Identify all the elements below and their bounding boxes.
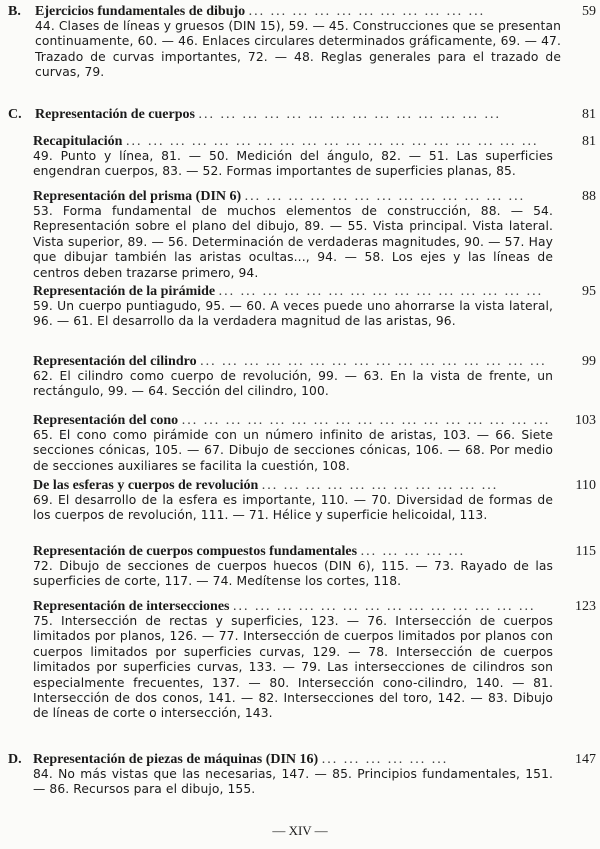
section-title: Ejercicios fundamentales de dibujo <box>35 4 246 19</box>
leader-dots: ... ... ... ... ... ... ... ... ... ... ... ... ... ... ... ... ... ... ... <box>125 134 539 149</box>
section-body: 62. El cilindro como cuerpo de revolución, 99. — 63. En la vista de frente, un rectángulo, 99. — 64. Sección del cilindro, 100. <box>33 369 553 399</box>
leader-dots: ... ... ... ... ... ... ... ... ... ... ... ... ... ... <box>198 107 501 122</box>
leader-dots: ... ... ... ... ... ... ... ... ... ... ... <box>261 478 499 493</box>
leader-dots: ... ... ... ... ... ... ... ... ... ... ... ... ... <box>244 189 526 204</box>
toc-entry-c <box>8 107 553 122</box>
page-number: 81 <box>582 134 596 149</box>
section-title: Recapitulación <box>33 134 123 149</box>
section-body: 44. Clases de líneas y gruesos (DIN 15), 59. — 45. Construcciones que se presentan continuamente, 60. — 46. Enlaces circulares determinados gráficamente, 69. — 47. Trazado de curvas importantes, 72. — 48. Reglas generales para el trazado de curvas, 79. <box>35 19 562 80</box>
page-number: 95 <box>582 284 596 299</box>
leader-dots: ... ... ... ... ... ... ... ... ... ... ... ... ... ... ... <box>218 284 544 299</box>
toc-entry-prisma <box>33 189 553 281</box>
section-body: 53. Forma fundamental de muchos elementos de construcción, 88. — 54. Representación sobre el plano del dibujo, 89. — 55. Vista principal. Vista lateral. Vista superior, 89. — 56. Determinación de verdaderas magnitudes, 90. — 57. Hay que dibujar también las aristas ocultas..., 94. — 58. Los ejes y las líneas de centros deben trazarse primero, 94. <box>33 204 553 280</box>
page-number: 103 <box>575 413 596 428</box>
section-title: Representación de cuerpos compuestos fundamentales <box>33 544 358 559</box>
section-body: 49. Punto y línea, 81. — 50. Medición del ángulo, 82. — 51. Las superficies engendran cuerpos, 83. — 52. Formas importantes de superficies planas, 85. <box>33 149 553 179</box>
toc-entry-b <box>8 4 562 81</box>
section-title: De las esferas y cuerpos de revolución <box>33 478 259 493</box>
toc-entry-cilindro <box>33 354 553 400</box>
page-number: 110 <box>575 478 596 493</box>
leader-dots: ... ... ... ... ... ... ... ... ... ... ... <box>248 4 486 19</box>
leader-dots: ... ... ... ... ... ... ... ... ... ... ... ... ... ... ... ... <box>200 354 547 369</box>
page-number: 147 <box>575 752 596 767</box>
section-body: 75. Intersección de rectas y superficies, 123. — 76. Intersección de cuerpos limitados por planos, 126. — 77. Intersección de cuerpos limitados por planos con cuerpos limitados por superficies curvas, 129. — 78. Intersección de cuerpos limitados por superficies curvas, 133. — 79. Las intersecciones de cilindros son especialmente frecuentes, 137. — 80. Intersección cono-cilindro, 140. — 81. Intersección de dos conos, 141. — 82. Intersecciones del toro, 142. — 83. Dibujo de líneas de corte o intersección, 143. <box>33 614 553 721</box>
page-number: 115 <box>575 544 596 559</box>
section-letter: D. <box>8 752 22 767</box>
section-body: 84. No más vistas que las necesarias, 147. — 85. Principios fundamentales, 151. — 86. Recursos para el dibujo, 155. <box>33 767 553 797</box>
section-body: 65. El cono como pirámide con un número infinito de aristas, 103. — 66. Siete secciones cónicas, 105. — 67. Dibujo de secciones cónicas, 106. — 68. Por medio de secciones auxiliares se facilita la cuestión, 108. <box>33 428 553 473</box>
section-title: Representación de la pirámide <box>33 284 216 299</box>
toc-entry-cono <box>33 413 553 474</box>
toc-entry-d <box>8 752 553 798</box>
page-number: 88 <box>582 189 596 204</box>
section-body: 59. Un cuerpo puntiagudo, 95. — 60. A veces puede uno ahorrarse la vista lateral, 96. — 61. El desarrollo da la verdadera magnitud de las aristas, 96. <box>33 299 553 329</box>
leader-dots: ... ... ... ... ... ... ... ... ... ... ... ... ... ... <box>232 599 536 614</box>
page-number: 81 <box>582 107 596 122</box>
leader-dots: ... ... ... ... ... <box>360 544 466 559</box>
section-title: Representación de intersecciones <box>33 599 230 614</box>
toc-entry-esferas <box>33 478 553 524</box>
section-letter: B. <box>8 4 21 19</box>
section-body: 72. Dibujo de secciones de cuerpos huecos (DIN 6), 115. — 73. Rayado de las superficies de corte, 117. — 74. Medítense los cortes, 118. <box>33 559 553 589</box>
section-title: Representación del cono <box>33 413 179 428</box>
toc-entry-piramide <box>33 284 553 330</box>
section-title: Representación del cilindro <box>33 354 197 369</box>
section-title: Representación de piezas de máquinas (DIN 16) <box>33 752 319 767</box>
leader-dots: ... ... ... ... ... ... <box>321 752 449 767</box>
leader-dots: ... ... ... ... ... ... ... ... ... ... ... ... ... ... ... ... ... <box>181 413 551 428</box>
section-title: Representación de cuerpos <box>35 107 195 122</box>
toc-entry-compuestos <box>33 544 553 590</box>
page-number: 59 <box>582 4 596 19</box>
toc-entry-intersecciones <box>33 599 553 722</box>
section-body: 69. El desarrollo de la esfera es importante, 110. — 70. Diversidad de formas de los cuerpos de revolución, 111. — 71. Hélice y superficie helicoidal, 113. <box>33 493 553 523</box>
section-title: Representación del prisma (DIN 6) <box>33 189 242 204</box>
page-footer-number: — XIV — <box>272 823 328 838</box>
page-number: 123 <box>575 599 596 614</box>
page-number: 99 <box>582 354 596 369</box>
section-letter: C. <box>8 107 22 122</box>
toc-entry-recapitulacion <box>33 134 553 180</box>
